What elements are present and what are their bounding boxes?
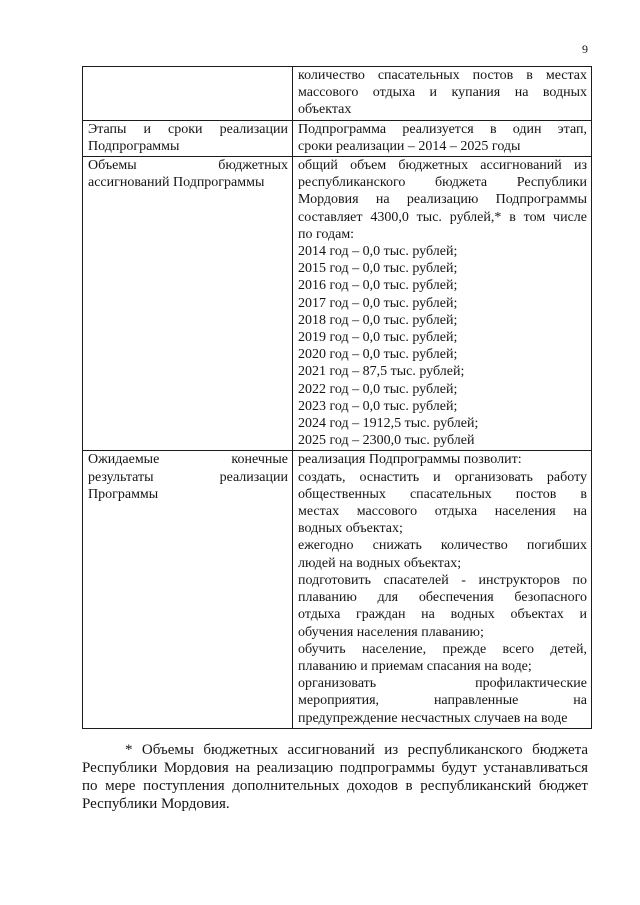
footnote-line: по мере поступления дополнительных доходов в республиканский бюджет (82, 778, 588, 794)
text-line: мероприятия, направленные на (298, 693, 587, 709)
text-line: 2023 год – 0,0 тыс. рублей; (298, 398, 458, 414)
table-row (83, 451, 592, 728)
text-line: предупреждение несчастных случаев на воде (298, 710, 568, 726)
text-line: 2017 год – 0,0 тыс. рублей; (298, 295, 458, 311)
text-line: общий объем бюджетных ассигнований из (298, 158, 587, 174)
text-line: результаты реализации (88, 469, 288, 485)
text-line: 2025 год – 2300,0 тыс. рублей (298, 433, 475, 449)
table-row (83, 120, 592, 156)
text-line: по годам: (298, 226, 355, 242)
text-line: создать, оснастить и организовать работу (298, 469, 587, 485)
text-line: местах массового отдыха населения на (298, 504, 587, 520)
footnote (82, 741, 588, 813)
text-line: реализация Подпрограммы позволит: (298, 452, 522, 468)
text-line: людей на водных объектах; (298, 555, 462, 571)
text-line: 2022 год – 0,0 тыс. рублей; (298, 381, 458, 397)
text-line: Ожидаемые конечные (88, 452, 288, 468)
text-line: Мордовия на реализацию Подпрограммы (298, 192, 587, 208)
text-line: водных объектах; (298, 521, 403, 537)
text-line: Программы (88, 486, 159, 502)
row-label-cell (83, 67, 293, 121)
text-line: 2016 год – 0,0 тыс. рублей; (298, 278, 458, 294)
row-value-cell (293, 451, 592, 728)
text-line: сроки реализации – 2014 – 2025 годы (298, 138, 521, 154)
footnote-line: Республики Мордовия. (82, 796, 230, 812)
text-line: объектах (298, 102, 352, 118)
text-line: количество спасательных постов в местах (298, 68, 587, 83)
text-line: 2024 год – 1912,5 тыс. рублей; (298, 416, 479, 432)
text-line: ежегодно снижать количество погибших (298, 538, 587, 554)
text-line: 2014 год – 0,0 тыс. рублей; (298, 244, 458, 260)
text-line: Этапы и сроки реализации (88, 121, 288, 137)
row-label-cell (83, 451, 293, 728)
text-line: обучить население, прежде всего детей, (298, 641, 587, 657)
text-line: Подпрограмма реализуется в один этап, (298, 121, 587, 137)
text-line: обучения населения плаванию; (298, 624, 484, 640)
text-line: плаванию и приемам спасания на воде; (298, 658, 532, 674)
row-label-cell (83, 157, 293, 451)
text-line: 2020 год – 0,0 тыс. рублей; (298, 347, 458, 363)
text-line: подготовить спасателей - инструкторов по (298, 572, 587, 588)
text-line: 2021 год – 87,5 тыс. рублей; (298, 364, 465, 380)
table-row (83, 157, 592, 451)
text-line: 2015 год – 0,0 тыс. рублей; (298, 261, 458, 277)
text-line: 2018 год – 0,0 тыс. рублей; (298, 312, 458, 328)
text-line: республиканского бюджета Республики (298, 175, 587, 191)
table-row (83, 67, 592, 121)
text-line: отдыха граждан на водных объектах и (298, 607, 587, 623)
text-line: организовать профилактические (298, 676, 587, 692)
subprogram-passport-table (82, 66, 592, 729)
row-value-cell (293, 120, 592, 156)
row-value-cell (293, 67, 592, 121)
text-line: плаванию для обеспечения безопасного (298, 590, 587, 606)
row-value-cell (293, 157, 592, 451)
text-line: Подпрограммы (88, 138, 180, 154)
page-number: 9 (582, 42, 588, 56)
table-body (83, 67, 592, 729)
footnote-line: * Объемы бюджетных ассигнований из республиканского бюджета (125, 742, 588, 758)
row-label-cell (83, 120, 293, 156)
text-line: составляет 4300,0 тыс. рублей,* в том числе (298, 209, 587, 225)
footnote-line: Республики Мордовия на реализацию подпрограммы будут устанавливаться (82, 760, 588, 776)
text-line: ассигнований Подпрограммы (88, 175, 265, 191)
text-line: общественных спасательных постов в (298, 486, 587, 502)
text-line: Объемы бюджетных (88, 158, 288, 174)
text-line: 2019 год – 0,0 тыс. рублей; (298, 330, 458, 346)
text-line: массового отдыха и купания на водных (298, 85, 587, 101)
